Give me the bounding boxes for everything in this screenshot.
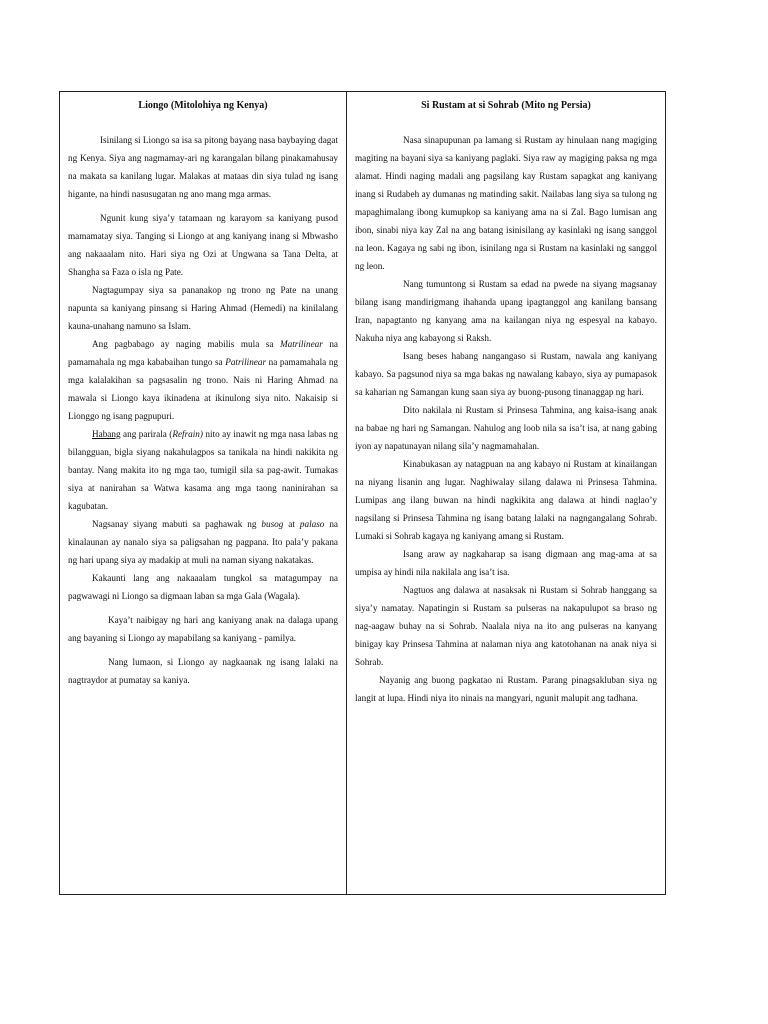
liongo-column (60, 92, 347, 894)
liongo-paragraph-7: Kakaunti lang ang nakaaalam tungkol sa matagumpay na pagwawagi ni Liongo sa digmaan laban sa mga Gala (Wagala). (68, 573, 338, 601)
rustam-paragraph-6: Isang araw ay nagkaharap sa isang digmaan ang mag-ama at sa umpisa ay hindi nila nakilala ang isa’t isa. (355, 549, 657, 577)
liongo-paragraph-6 (68, 515, 338, 569)
liongo-p4-italic-patrilinear: Patrilinear (225, 357, 267, 367)
rustam-paragraph-3: Isang beses habang nangangaso si Rustam, nawala ang kaniyang kabayo. Sa pagsunod niya sa mga bakas ng nawalang kabayo, siya ay pumapasok sa kaharian ng Samangan kung saan siya ay buong-pusong tinanaggap ng hari. (355, 351, 657, 397)
liongo-paragraph-9: Nang lumaon, si Liongo ay nagkaanak ng isang lalaki na nagtraydor at pumatay sa kaniya. (68, 657, 338, 685)
liongo-p6-italic-palaso: palaso (299, 519, 325, 529)
liongo-p6-italic-busog: busog (261, 519, 284, 529)
liongo-p6-text-b: at (283, 519, 300, 529)
rustam-paragraph-2: Nang tumuntong si Rustam sa edad na pwede na siyang magsanay bilang isang mandirigmang ihahanda upang ipagtanggol ang kanilang bansang Iran, napagtanto ng kanyang ama na kailangan niya ng espesyal na kabayo. Nakuha niya ang kabayong si Raksh. (355, 279, 657, 343)
liongo-p4-text-c: na pamamahala ng mga kalalakihan sa pagsasalin ng trono. Nais ni Haring Ahmad na mawala si Liongo kaya ikinadena at ikinulong siya nito. Nakaisip si Lionggo ng isang pagpupuri. (68, 357, 339, 421)
rustam-paragraph-7: Nagtuos ang dalawa at nasaksak ni Rustam si Sohrab hanggang sa siya’y namatay. Napatingin si Rustam sa pulseras na nakapulupot sa braso ng nag-aagaw buhay na si Sohrab. Naalala niya na ito ang pulseras na kanyang binigay kay Prinsesa Tahmina at nalaman niya ang katotohanan na anak niya si Sohrab. (355, 585, 657, 667)
liongo-p6-text-c: na kinalaunan ay nanalo siya sa paligsahan ng pagpana. Ito pala’y pakana ng hari upang siya ay madakip at muli na naman siyang nakatakas. (68, 519, 338, 565)
liongo-paragraph-3: Nagtagumpay siya sa pananakop ng trono ng Pate na unang napunta sa kaniyang pinsang si Haring Ahmad (Hemedi) na kinilalang kauna-unahang namuno sa Islam. (68, 285, 338, 331)
liongo-p5-text-b: nito ay inawit ng mga nasa labas ng bilangguan, bigla siyang nakahulagpos sa tanikala na hindi nakikita ng bantay. Nang makita ito ng mga tao, tumigil sila sa pag-awit. Tumakas siya at nanirahan sa Watwa kasama ang mga taong naninirahan sa kagubatan. (68, 429, 338, 511)
rustam-paragraph-5: Kinabukasan ay natagpuan na ang kabayo ni Rustam at kinailangan na niyang lisanin ang lugar. Naghiwalay silang dalawa ni Prinsesa Tahmina. Lumipas ang ilang buwan na hindi nagkikita ang dalawa at hindi naglao’y nagsilang si Prinsesa Tahmina ng isang batang lalaki na nagngangalang Sohrab. Lumaki si Sohrab kagaya ng kaniyang amang si Rustam. (355, 459, 657, 541)
liongo-p4-italic-matrilinear: Matrilinear (279, 339, 323, 349)
liongo-p4-text-b: na pamamahala ng mga kababaihan tungo sa (68, 339, 339, 367)
liongo-paragraph-8: Kaya’t naibigay ng hari ang kaniyang anak na dalaga upang ang bayaning si Liongo ay mapabilang sa kaniyang - pamilya. (68, 615, 338, 643)
liongo-paragraph-1: Isinilang si Liongo sa isa sa pitong bayang nasa baybaying dagat ng Kenya. Siya ang nagmamay-ari ng karangalan bilang pinakamahusay na makata sa kanilang lugar. Malakas at mataas din siya tulad ng isang higante, na hindi nasusugatan ng ano mang mga armas. (68, 135, 338, 199)
document-table (59, 91, 666, 895)
liongo-paragraph-4 (68, 335, 338, 425)
liongo-p6-text-a: Nagsanay siyang mabuti sa paghawak ng (92, 519, 262, 529)
liongo-p5-underlined: Habang (92, 429, 121, 439)
liongo-title: Liongo (Mitolohiya ng Kenya) (138, 100, 268, 111)
liongo-p5-italic-refrain: Refrain) (172, 429, 203, 439)
rustam-paragraph-4: Dito nakilala ni Rustam si Prinsesa Tahmina, ang kaisa-isang anak na babae ng hari ng Samangan. Nahulog ang loob nila sa isa’t isa, at nang gabing iyon ay napatunayan nilang sila’y nagmamahalan. (355, 405, 657, 451)
liongo-paragraph-2: Ngunit kung siya’y tatamaan ng karayom sa kaniyang pusod mamamatay siya. Tanging si Liongo at ang kaniyang inang si Mbwasho ang nakaaalam nito. Hari siya ng Ozi at Ungwana sa Tana Delta, at Shangha sa Faza o isla ng Pate. (68, 213, 338, 277)
liongo-p5-text-a: ang parirala ( (120, 429, 173, 439)
liongo-p4-text-a: Ang pagbabago ay naging mabilis mula sa (92, 339, 280, 349)
rustam-column (347, 92, 665, 894)
rustam-paragraph-8: Nayanig ang buong pagkatao ni Rustam. Parang pinagsakluban siya ng langit at lupa. Hindi niya ito ninais na mangyari, ngunit malupit ang tadhana. (355, 675, 657, 703)
liongo-paragraph-5 (68, 425, 338, 515)
rustam-paragraph-1: Nasa sinapupunan pa lamang si Rustam ay hinulaan nang magiging magiting na bayani siya sa kaniyang paglaki. Siya raw ay magiging paksa ng mga alamat. Hindi naging madali ang pagsilang kay Rustam sapagkat ang kaniyang inang si Rudabeh ay dumanas ng matinding sakit. Nailabas lang siya sa tulong ng mapaghimalang ibong kumupkop sa kaniyang ama na si Zal. Bago lumisan ang ibon, sinabi niya kay Zal na ang batang isinisilang ay kasinlaki ng isang sanggol na leon. Kagaya ng sabi ng ibon, isinilang nga si Rustam na kasinlaki ng sanggol ng leon. (355, 135, 657, 271)
rustam-title: Si Rustam at si Sohrab (Mito ng Persia) (421, 100, 591, 111)
